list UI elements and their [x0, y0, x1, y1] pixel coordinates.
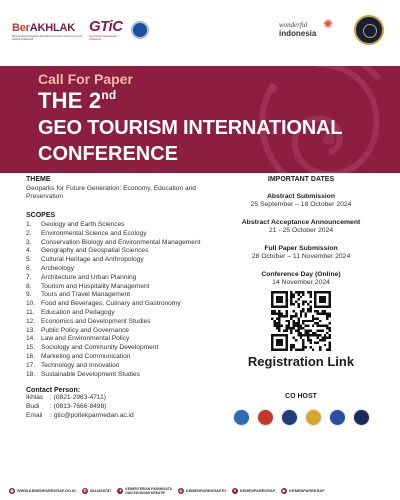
contact-row — [26, 412, 216, 421]
footer-item — [82, 488, 111, 494]
contact-name: Ikhlas — [26, 394, 44, 402]
date-block — [216, 219, 386, 235]
scope-label: Tours and Travel Management — [41, 291, 131, 299]
qr-code-icon — [271, 291, 331, 351]
scope-number: 7. — [26, 273, 32, 281]
cohost-heading: CO HOST — [285, 393, 317, 400]
gtic-tagline: Geo Tourism International Conference — [89, 35, 117, 41]
wonderful-word: wonderful — [279, 21, 308, 29]
scope-label: Food and Beverages, Culinary and Gastronomy — [41, 300, 181, 308]
footer-text: KEMENPAREKRAF — [239, 488, 276, 493]
scope-label: Tourism and Hospitality Management — [41, 282, 150, 290]
footer-text: WWW.KEMENPAREKRAF.GO.ID — [17, 488, 76, 493]
scope-item — [26, 318, 216, 327]
twitter-icon: ✕ — [233, 487, 237, 493]
left-column — [26, 176, 216, 420]
contact-value: : (0813-7666-8498) — [50, 402, 107, 410]
contact-row — [26, 403, 216, 412]
ministry-logo-icon: ✦ — [118, 487, 123, 493]
title-prefix: THE 2 — [38, 88, 102, 113]
scope-item — [26, 309, 216, 318]
scope-label: Economics and Development Studies — [41, 317, 151, 325]
scope-label: Conservation Biology and Environmental Management — [41, 238, 201, 246]
footer-line: DAN EKONOMI KREATIF — [125, 490, 166, 495]
date-value: 25 September – 18 October 2024 — [250, 201, 352, 208]
scope-number: 13. — [26, 326, 36, 334]
date-label: Full Paper Submission — [264, 245, 338, 252]
scope-item — [26, 265, 216, 274]
scope-item — [26, 239, 216, 248]
right-column — [216, 176, 386, 426]
important-dates-heading: IMPORTANT DATES — [267, 176, 335, 183]
scope-label: Sociology and Community Development — [41, 344, 159, 352]
date-block — [216, 245, 386, 261]
title-line-1 — [38, 88, 116, 114]
footer-line: KEMENTERIAN PARIWISATA — [125, 486, 172, 491]
contact-row — [26, 394, 216, 403]
theme-heading: THEME — [26, 176, 51, 183]
scope-label: Public Policy and Governance — [41, 326, 129, 334]
footer-item — [178, 488, 226, 494]
scope-label: Marketing and Communication — [41, 352, 131, 360]
date-value: 21 - 25 October 2024 — [268, 227, 334, 234]
cohost-logo-icon — [305, 409, 322, 426]
title-line-3: CONFERENCE — [38, 143, 179, 165]
scope-label: Geology and Earth Sciences — [41, 221, 125, 228]
scope-item — [26, 335, 216, 344]
scope-label: Education and Pedagogy — [41, 308, 115, 316]
scopes-heading: SCOPES — [26, 212, 56, 219]
scope-item — [26, 353, 216, 362]
wonderful-indonesia-logo — [279, 17, 349, 38]
scope-label: Law and Environmental Policy — [41, 335, 130, 343]
scope-item — [26, 371, 216, 380]
date-value: 28 October – 11 November 2024 — [251, 253, 351, 260]
gtic-mark: GTiC — [89, 18, 123, 35]
scope-number: 3. — [26, 238, 32, 246]
scope-number: 2. — [26, 229, 32, 237]
scope-number: 18. — [26, 370, 36, 378]
contact-list — [26, 394, 216, 420]
contact-value: : (0821-2963-4711) — [50, 394, 106, 402]
scope-number: 1. — [26, 221, 32, 228]
scope-number: 10. — [26, 300, 36, 308]
logo-bar — [0, 0, 400, 66]
berakhlak-logo — [12, 22, 84, 41]
berakhlak-word-a: Ber — [12, 22, 30, 34]
cohost-logo-icon — [353, 409, 370, 426]
date-block — [216, 271, 386, 287]
scope-number: 12. — [26, 317, 36, 325]
scope-item — [26, 247, 216, 256]
scope-label: Technology and Innovation — [41, 361, 120, 369]
footer-text: KEMENPAREKRAF.RI — [185, 488, 226, 493]
scope-number: 11. — [26, 308, 35, 316]
cohost-logos — [216, 409, 386, 426]
poltekpar-seal-icon — [131, 21, 149, 39]
scope-item — [26, 221, 216, 230]
scope-number: 14. — [26, 335, 36, 343]
instagram-icon: ◎ — [179, 487, 183, 493]
date-label: Abstract Acceptance Announcement — [241, 219, 361, 226]
scope-list — [26, 221, 216, 379]
theme-text: Geoparks for Future Generation: Economy, Education and Preservation — [26, 185, 196, 200]
cohost-logo-icon — [233, 409, 250, 426]
globe-icon: ◍ — [10, 487, 14, 493]
scope-number: 4. — [26, 247, 32, 255]
footer-text: 0811895787 — [89, 488, 112, 493]
scope-item — [26, 274, 216, 283]
footer-item — [9, 488, 76, 494]
scope-number: 15. — [26, 344, 36, 352]
contact-value: : gtic@poltekparmedan.ac.id — [50, 411, 134, 419]
date-block — [216, 193, 386, 209]
contact-heading: Contact Person: — [26, 387, 81, 395]
scope-label: Geography and Geospatial Sciences — [41, 247, 149, 255]
scope-item — [26, 300, 216, 309]
scope-number: 9. — [26, 291, 32, 299]
footer-item — [117, 487, 172, 495]
date-value: 14 November 2024 — [272, 279, 330, 286]
date-label: Abstract Submission — [267, 193, 335, 200]
date-label: Conference Day (Online) — [261, 271, 341, 278]
cohost-logo-icon — [329, 409, 346, 426]
indonesia-word: indonesia — [279, 29, 317, 38]
scope-number: 8. — [26, 282, 32, 290]
berakhlak-tagline: Berorientasi Pelayanan Akuntabel Kompeten Harmonis Loyal Adaptif Kolaboratif — [12, 35, 83, 41]
scope-label: Environmental Science and Ecology — [41, 229, 147, 237]
scope-label: Architecture and Urban Planning — [41, 273, 137, 281]
contact-name: Budi — [26, 402, 40, 410]
contact-name: Email — [26, 411, 43, 419]
scope-number: 6. — [26, 264, 32, 272]
footer-item — [232, 488, 275, 494]
scope-label: Archeology — [41, 264, 74, 272]
title-banner — [0, 66, 400, 173]
youtube-icon: ▶ — [282, 487, 286, 493]
gtic-logo — [89, 18, 125, 41]
footer-stack — [125, 487, 172, 495]
scope-item — [26, 256, 216, 265]
scope-number: 16. — [26, 352, 36, 360]
title-line-2: GEO TOURISM INTERNATIONAL — [38, 117, 343, 139]
dates-list — [216, 193, 386, 287]
scope-item — [26, 362, 216, 371]
scope-item — [26, 291, 216, 300]
wonderful-flourish-icon: ✺ — [323, 17, 334, 31]
title-ordinal: nd — [101, 88, 117, 102]
scope-label: Cultural Heritage and Anthropology — [41, 256, 144, 264]
cohost-logo-icon — [281, 409, 298, 426]
phone-icon: ✆ — [83, 487, 87, 493]
scope-label: Sustainable Development Studies — [41, 370, 140, 378]
scope-number: 17. — [26, 361, 36, 369]
call-for-paper-label: Call For Paper — [38, 71, 133, 87]
footer-text: KEMENPAREKRAF — [289, 488, 325, 493]
footer-item — [281, 488, 324, 494]
scope-number: 5. — [26, 256, 32, 264]
registration-qr-code[interactable] — [271, 291, 331, 351]
scope-item — [26, 344, 216, 353]
registration-link[interactable]: Registration Link — [247, 354, 355, 369]
scope-item — [26, 230, 216, 239]
ministry-seal-icon — [354, 15, 384, 45]
scope-item — [26, 327, 216, 336]
berakhlak-word-b: AKHLAK — [29, 22, 75, 34]
footer-bar — [0, 481, 400, 500]
cohost-logo-icon — [257, 409, 274, 426]
scope-item — [26, 283, 216, 292]
